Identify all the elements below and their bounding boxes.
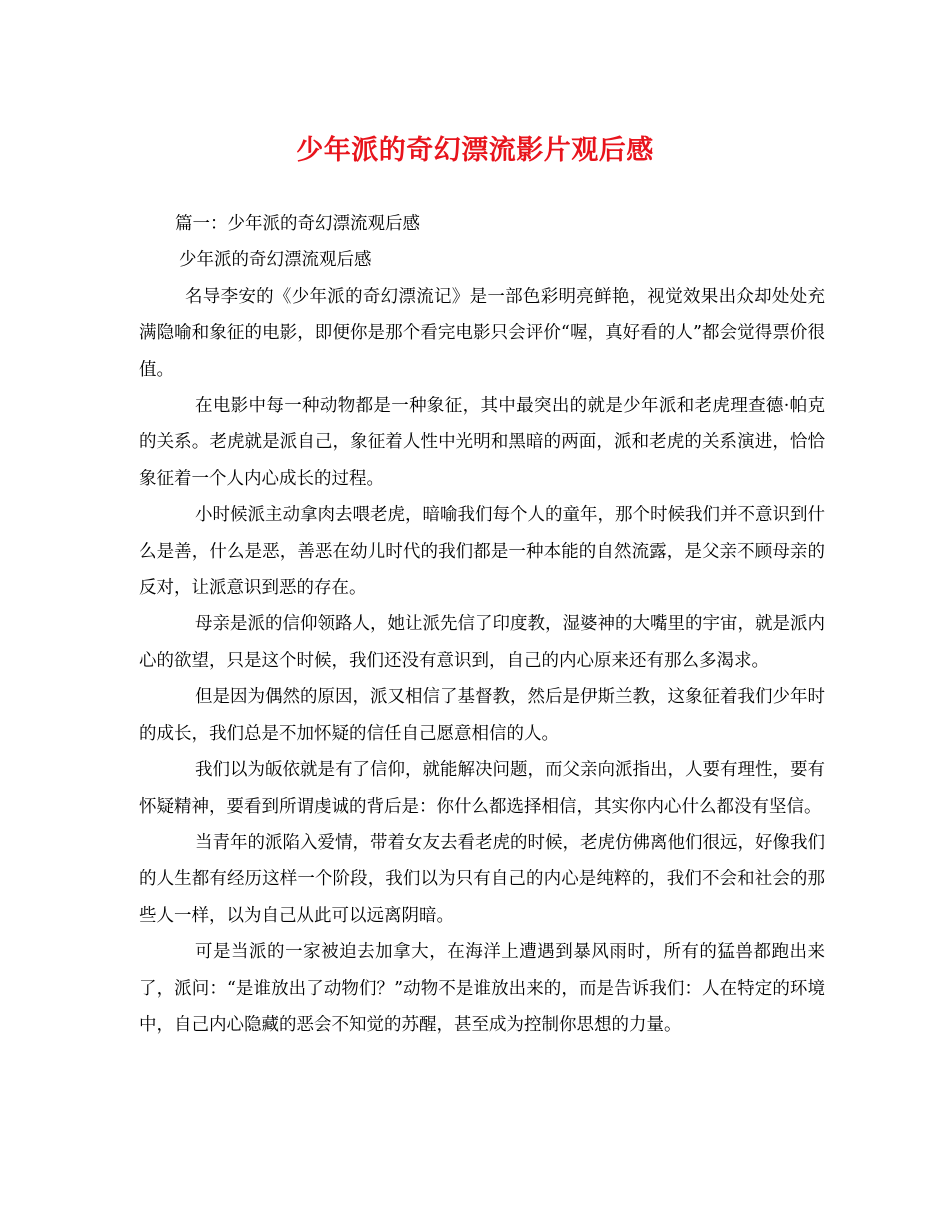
paragraph: 母亲是派的信仰领路人，她让派先信了印度教，湿婆神的大嘴里的宇宙，就是派内心的欲望，只是这个时候，我们还没有意识到，自己的内心原来还有那么多渴求。 [139, 614, 825, 671]
article-heading: 少年派的奇幻漂流观后感 [179, 250, 372, 271]
paragraph: 但是因为偶然的原因，派又相信了基督教，然后是伊斯兰教，这象征着我们少年时的成长，我们总是不加怀疑的信任自己愿意相信的人。 [139, 687, 825, 744]
document-body [139, 206, 825, 1043]
paragraph: 名导李安的《少年派的奇幻漂流记》是一部色彩明亮鲜艳，视觉效果出众却处处充满隐喻和象征的电影，即便你是那个看完电影只会评价“喔，真好看的人”都会觉得票价很值。 [139, 286, 825, 380]
paragraph: 在电影中每一种动物都是一种象征，其中最突出的就是少年派和老虎理查德·帕克的关系。老虎就是派自己，象征着人性中光明和黑暗的两面，派和老虎的关系演进，恰恰象征着一个人内心成长的过程。 [139, 396, 825, 489]
paragraph: 可是当派的一家被迫去加拿大，在海洋上遭遇到暴风雨时，所有的猛兽都跑出来了，派问：“是谁放出了动物们？”动物不是谁放出来的，而是告诉我们：人在特定的环境中，自己内心隐藏的恶会不知觉的苏醒，甚至成为控制你思想的力量。 [139, 942, 825, 1035]
paragraph: 小时候派主动拿肉去喂老虎，暗喻我们每个人的童年，那个时候我们并不意识到什么是善，什么是恶，善恶在幼儿时代的我们都是一种本能的自然流露，是父亲不顾母亲的反对，让派意识到恶的存在。 [139, 505, 825, 599]
paragraph: 我们以为皈依就是有了信仰，就能解决问题，而父亲向派指出，人要有理性，要有怀疑精神，要看到所谓虔诚的背后是：你什么都选择相信，其实你内心什么都没有坚信。 [139, 760, 825, 817]
paragraph: 当青年的派陷入爱情，带着女友去看老虎的时候，老虎仿佛离他们很远，好像我们的人生都有经历这样一个阶段，我们以为只有自己的内心是纯粹的，我们不会和社会的那些人一样，以为自己从此可以远离阴暗。 [139, 832, 825, 926]
document-title: 少年派的奇幻漂流影片观后感 [296, 135, 654, 166]
section-heading: 篇一：少年派的奇幻漂流观后感 [175, 214, 420, 234]
